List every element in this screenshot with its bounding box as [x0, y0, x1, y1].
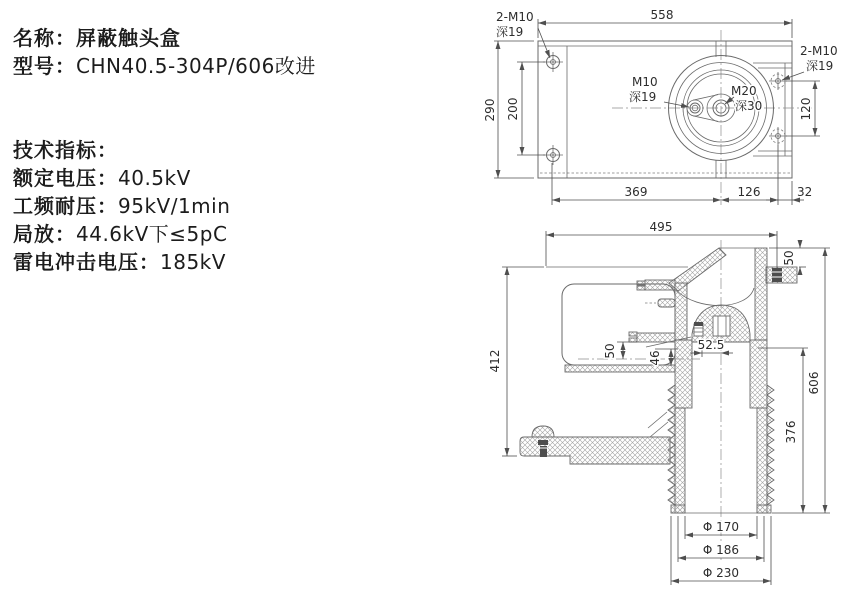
spec-value: 44.6kV下≤5pC	[76, 222, 228, 246]
dim-606: 606	[807, 371, 821, 395]
dim-dia-186: Φ 186	[702, 543, 740, 557]
callout-2m10-right: 2-M10	[800, 44, 838, 58]
callout-m10: M10	[632, 75, 658, 89]
flange-bolt	[772, 268, 782, 282]
callout-2m10-right-depth: 深19	[806, 59, 834, 73]
right-threaded-holes	[769, 72, 787, 145]
dim-dia-230: Φ 230	[702, 566, 740, 580]
callout-m20: M20	[731, 84, 757, 98]
plate-bolt-head	[538, 440, 548, 445]
dim-369: 369	[624, 185, 648, 199]
left-mounting-holes	[543, 52, 563, 165]
plate-dome	[532, 426, 554, 437]
dim-200: 200	[506, 97, 520, 121]
right-fins	[767, 385, 774, 505]
specs-title: 技术指标：	[13, 138, 118, 162]
right-wall-lower	[757, 408, 767, 513]
left-wall-upper	[675, 283, 687, 340]
funnel-inner-arc	[676, 288, 754, 306]
callout-m20-depth: 深30	[735, 99, 763, 113]
base-ring-right	[757, 505, 771, 513]
callout-2m10-top-left: 2-M10	[496, 10, 534, 24]
arm-insert-pin	[658, 299, 675, 307]
section-walls	[520, 248, 797, 513]
spec-value: 40.5kV	[118, 166, 191, 190]
dim-495: 495	[649, 220, 673, 234]
center-stud	[713, 316, 730, 336]
left-wall-mid	[675, 340, 692, 408]
dim-50-shelf: 50	[603, 343, 617, 359]
dim-46: 46	[648, 350, 662, 366]
base-ring-left	[671, 505, 685, 513]
top-view-callouts	[496, 10, 838, 113]
left-wall-lower	[675, 408, 685, 513]
spec-value: 95kV/1min	[118, 194, 231, 218]
dim-120: 120	[799, 97, 813, 121]
model-label: 型号：	[13, 54, 76, 78]
arm-top-tab	[637, 286, 645, 290]
arm-top-band	[645, 280, 675, 290]
dim-376: 376	[784, 420, 798, 444]
arm-shelf-tab	[629, 338, 637, 342]
product-name-label: 名称：	[13, 26, 76, 50]
dim-32: 32	[797, 185, 813, 199]
arm-shelf	[637, 333, 675, 342]
dim-dia-170: Φ 170	[702, 520, 740, 534]
spec-label: 工频耐压：	[13, 194, 118, 218]
dim-126: 126	[737, 185, 761, 199]
dim-52-5: 52.5	[697, 338, 725, 352]
top-view-dimensions	[483, 8, 820, 205]
spec-value: 185kV	[160, 250, 226, 274]
product-name-value: 屏蔽触头盒	[76, 26, 181, 50]
right-wall-upper	[755, 248, 767, 340]
spec-label: 局放：	[13, 222, 76, 246]
spec-label: 雷电冲击电压：	[13, 250, 160, 274]
top-view	[483, 8, 838, 205]
model-value: CHN40.5-304P/606改进	[76, 54, 316, 78]
section-view	[488, 220, 830, 585]
right-wall-mid	[750, 340, 767, 408]
side-stud-cap	[694, 322, 703, 326]
callout-m10-depth: 深19	[629, 90, 657, 104]
dim-412: 412	[488, 349, 502, 373]
dim-50-flange: 50	[782, 250, 796, 266]
callout-2m10-top-left-depth: 深19	[496, 25, 524, 39]
spec-label: 额定电压：	[13, 166, 118, 190]
dim-558: 558	[650, 8, 674, 22]
dim-290: 290	[483, 98, 497, 122]
arm-shelf-tab	[629, 332, 637, 336]
